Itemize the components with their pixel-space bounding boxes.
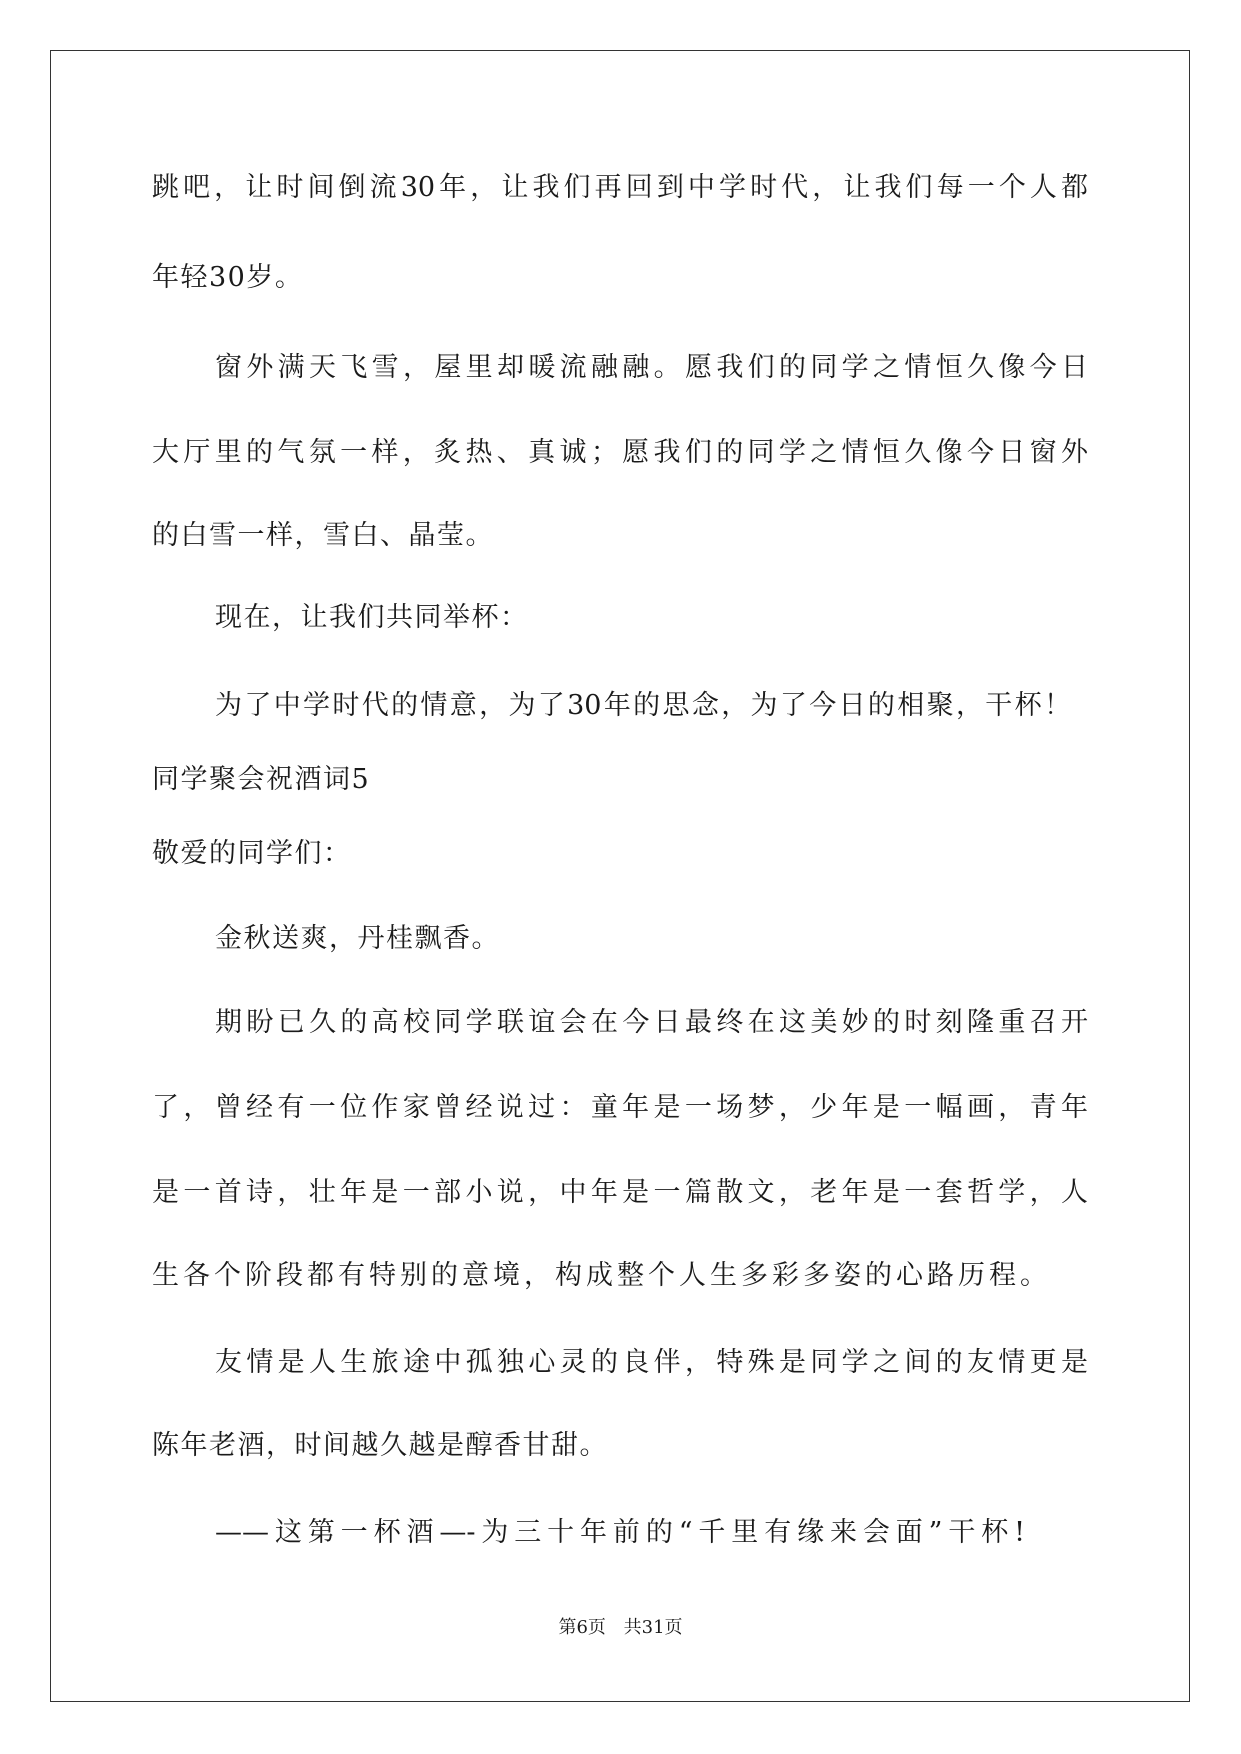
body-line-8: 金秋送爽，丹桂飘香。 [215, 923, 500, 954]
body-line-5: 的白雪一样，雪白、晶莹。 [152, 520, 494, 551]
body-line-9: 期盼已久的高校同学联谊会在今日最终在这美妙的时刻隆重召开 [215, 1007, 1088, 1038]
body-line-4: 大厅里的气氛一样，炙热、真诚；愿我们的同学之情恒久像今日窗外 [152, 437, 1088, 468]
body-line-2: 年轻30岁。 [152, 262, 304, 293]
body-line-14: 陈年老酒，时间越久越是醇香甘甜。 [152, 1430, 608, 1461]
body-line-3: 窗外满天飞雪，屋里却暖流融融。愿我们的同学之情恒久像今日 [215, 352, 1088, 383]
page-footer [0, 1616, 1241, 1640]
body-line-6: 现在，让我们共同举杯： [215, 602, 529, 633]
section-heading: 同学聚会祝酒词5 [152, 764, 371, 795]
page-number: 第6页 [558, 1617, 606, 1638]
body-line-15: ——这第一杯酒—-为三十年前的“千里有缘来会面”干杯! [215, 1517, 1025, 1548]
salutation: 敬爱的同学们： [152, 838, 352, 869]
page-total: 共31页 [623, 1617, 683, 1638]
body-line-1: 跳吧，让时间倒流30年，让我们再回到中学时代，让我们每一个人都 [152, 172, 1088, 203]
body-line-12: 生各个阶段都有特别的意境，构成整个人生多彩多姿的心路历程。 [152, 1260, 1047, 1291]
body-line-7: 为了中学时代的情意，为了30年的思念，为了今日的相聚，干杯！ [215, 690, 1071, 721]
body-line-13: 友情是人生旅途中孤独心灵的良伴，特殊是同学之间的友情更是 [215, 1347, 1088, 1378]
body-line-11: 是一首诗，壮年是一部小说，中年是一篇散文，老年是一套哲学，人 [152, 1177, 1088, 1208]
body-line-10: 了，曾经有一位作家曾经说过：童年是一场梦，少年是一幅画，青年 [152, 1092, 1088, 1123]
